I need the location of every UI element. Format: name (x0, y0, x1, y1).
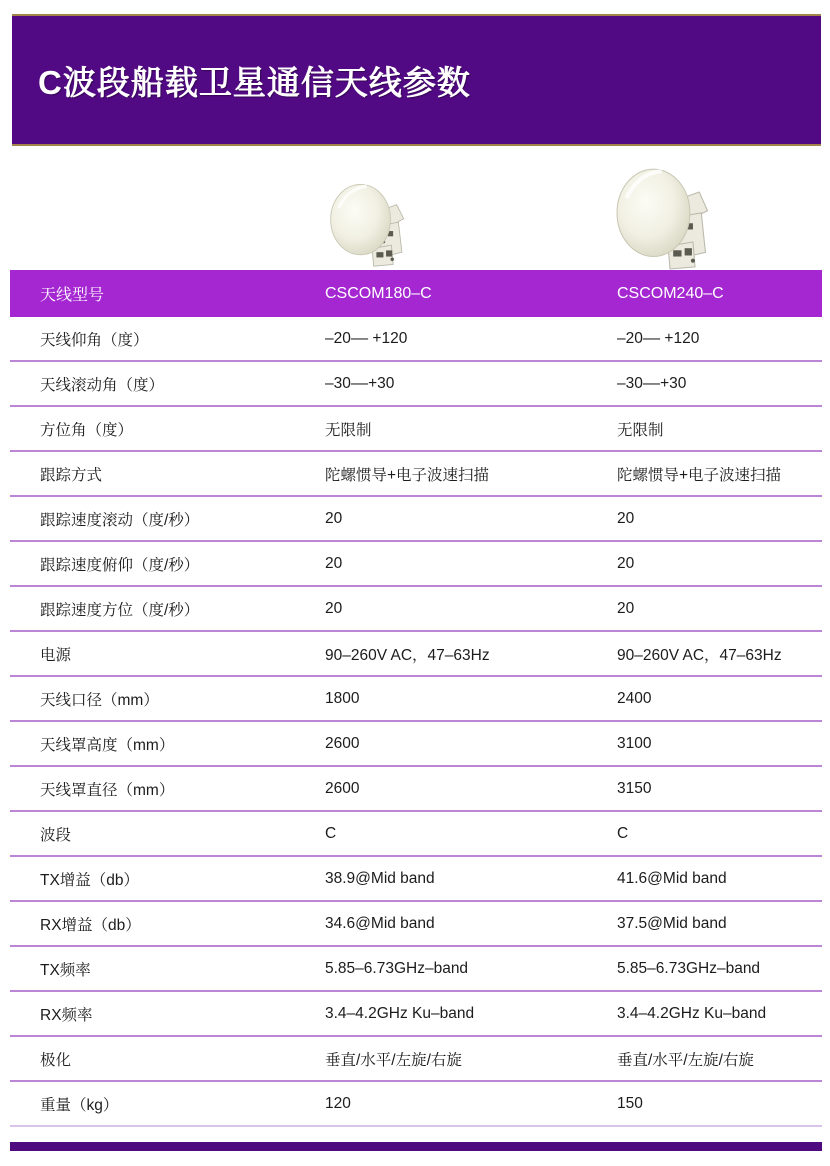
row-value-model-1: 1800 (325, 689, 360, 707)
row-value-model-2: 5.85–6.73GHz–band (617, 959, 761, 977)
row-value-model-2: C (617, 824, 629, 842)
table-row (10, 317, 822, 362)
table-body (10, 317, 822, 1127)
row-value-model-1: 3.4–4.2GHz Ku–band (325, 1004, 475, 1022)
row-value-model-2: 陀螺惯导+电子波速扫描 (617, 466, 782, 484)
row-value-model-1: 2600 (325, 779, 360, 797)
row-param-label: 极化 (40, 1051, 72, 1069)
row-value-model-1: 无限制 (325, 421, 372, 439)
antenna-dish-icon (616, 164, 720, 270)
row-value-model-1: 38.9@Mid band (325, 869, 435, 887)
table-row (10, 947, 822, 992)
row-value-model-2: 90–260V AC，47–63Hz (617, 646, 782, 664)
table-row (10, 857, 822, 902)
table-header-param: 天线型号 (40, 287, 105, 304)
table-row (10, 407, 822, 452)
antenna-dish-icon (328, 178, 416, 270)
row-value-model-2: 20 (617, 599, 635, 617)
row-value-model-1: 2600 (325, 734, 360, 752)
row-value-model-2: 3100 (617, 734, 652, 752)
table-row (10, 992, 822, 1037)
row-param-label: 天线滚动角（度） (40, 376, 165, 394)
table-row (10, 1082, 822, 1127)
row-value-model-2: 2400 (617, 689, 652, 707)
row-value-model-2: 3150 (617, 779, 652, 797)
row-value-model-2: 无限制 (617, 421, 664, 439)
row-value-model-2: –20–– +120 (617, 329, 700, 347)
table-row (10, 902, 822, 947)
row-param-label: RX频率 (40, 1006, 93, 1024)
row-param-label: RX增益（db） (40, 916, 141, 934)
row-value-model-1: –20–– +120 (325, 329, 408, 347)
row-value-model-1: 120 (325, 1094, 351, 1112)
antenna-cscom180-photo (328, 178, 416, 270)
table-row (10, 362, 822, 407)
row-value-model-1: 20 (325, 509, 343, 527)
row-param-label: 跟踪速度俯仰（度/秒） (40, 556, 200, 574)
row-value-model-2: 20 (617, 554, 635, 572)
row-param-label: 天线罩高度（mm） (40, 736, 175, 754)
row-param-label: 电源 (40, 646, 72, 664)
table-row (10, 677, 822, 722)
row-param-label: 重量（kg） (40, 1096, 119, 1114)
table-row (10, 722, 822, 767)
table-row (10, 1037, 822, 1082)
title-banner (12, 14, 821, 146)
row-param-label: TX频率 (40, 961, 91, 979)
table-row (10, 632, 822, 677)
row-value-model-1: C (325, 824, 337, 842)
footer-bar (10, 1142, 822, 1151)
row-value-model-2: –30––+30 (617, 374, 687, 392)
row-param-label: 跟踪方式 (40, 466, 103, 484)
row-value-model-1: 垂直/水平/左旋/右旋 (325, 1051, 462, 1069)
antenna-cscom240-photo (616, 164, 720, 270)
row-value-model-1: 34.6@Mid band (325, 914, 435, 932)
table-header-model-2: CSCOM240–C (617, 284, 724, 302)
row-param-label: 跟踪速度方位（度/秒） (40, 601, 200, 619)
row-value-model-1: 5.85–6.73GHz–band (325, 959, 469, 977)
row-value-model-1: 20 (325, 599, 343, 617)
row-value-model-1: –30––+30 (325, 374, 395, 392)
row-param-label: 天线罩直径（mm） (40, 781, 175, 799)
row-value-model-2: 150 (617, 1094, 643, 1112)
row-value-model-2: 垂直/水平/左旋/右旋 (617, 1051, 754, 1069)
row-param-label: 跟踪速度滚动（度/秒） (40, 511, 200, 529)
row-value-model-1: 90–260V AC，47–63Hz (325, 646, 490, 664)
spec-table (10, 270, 822, 1127)
row-value-model-2: 37.5@Mid band (617, 914, 727, 932)
table-row (10, 452, 822, 497)
table-row (10, 812, 822, 857)
row-param-label: 天线仰角（度） (40, 331, 149, 349)
row-param-label: 方位角（度） (40, 421, 134, 439)
row-value-model-2: 41.6@Mid band (617, 869, 727, 887)
row-param-label: TX增益（db） (40, 871, 140, 889)
row-param-label: 波段 (40, 826, 72, 844)
page-title: C波段船载卫星通信天线参数 (38, 63, 471, 101)
table-header-row (10, 270, 822, 317)
table-row (10, 542, 822, 587)
table-row (10, 767, 822, 812)
table-header-model-1: CSCOM180–C (325, 284, 432, 302)
table-row (10, 497, 822, 542)
row-value-model-2: 20 (617, 509, 635, 527)
row-value-model-2: 3.4–4.2GHz Ku–band (617, 1004, 767, 1022)
row-value-model-1: 陀螺惯导+电子波速扫描 (325, 466, 490, 484)
table-row (10, 587, 822, 632)
row-param-label: 天线口径（mm） (40, 691, 159, 709)
row-value-model-1: 20 (325, 554, 343, 572)
